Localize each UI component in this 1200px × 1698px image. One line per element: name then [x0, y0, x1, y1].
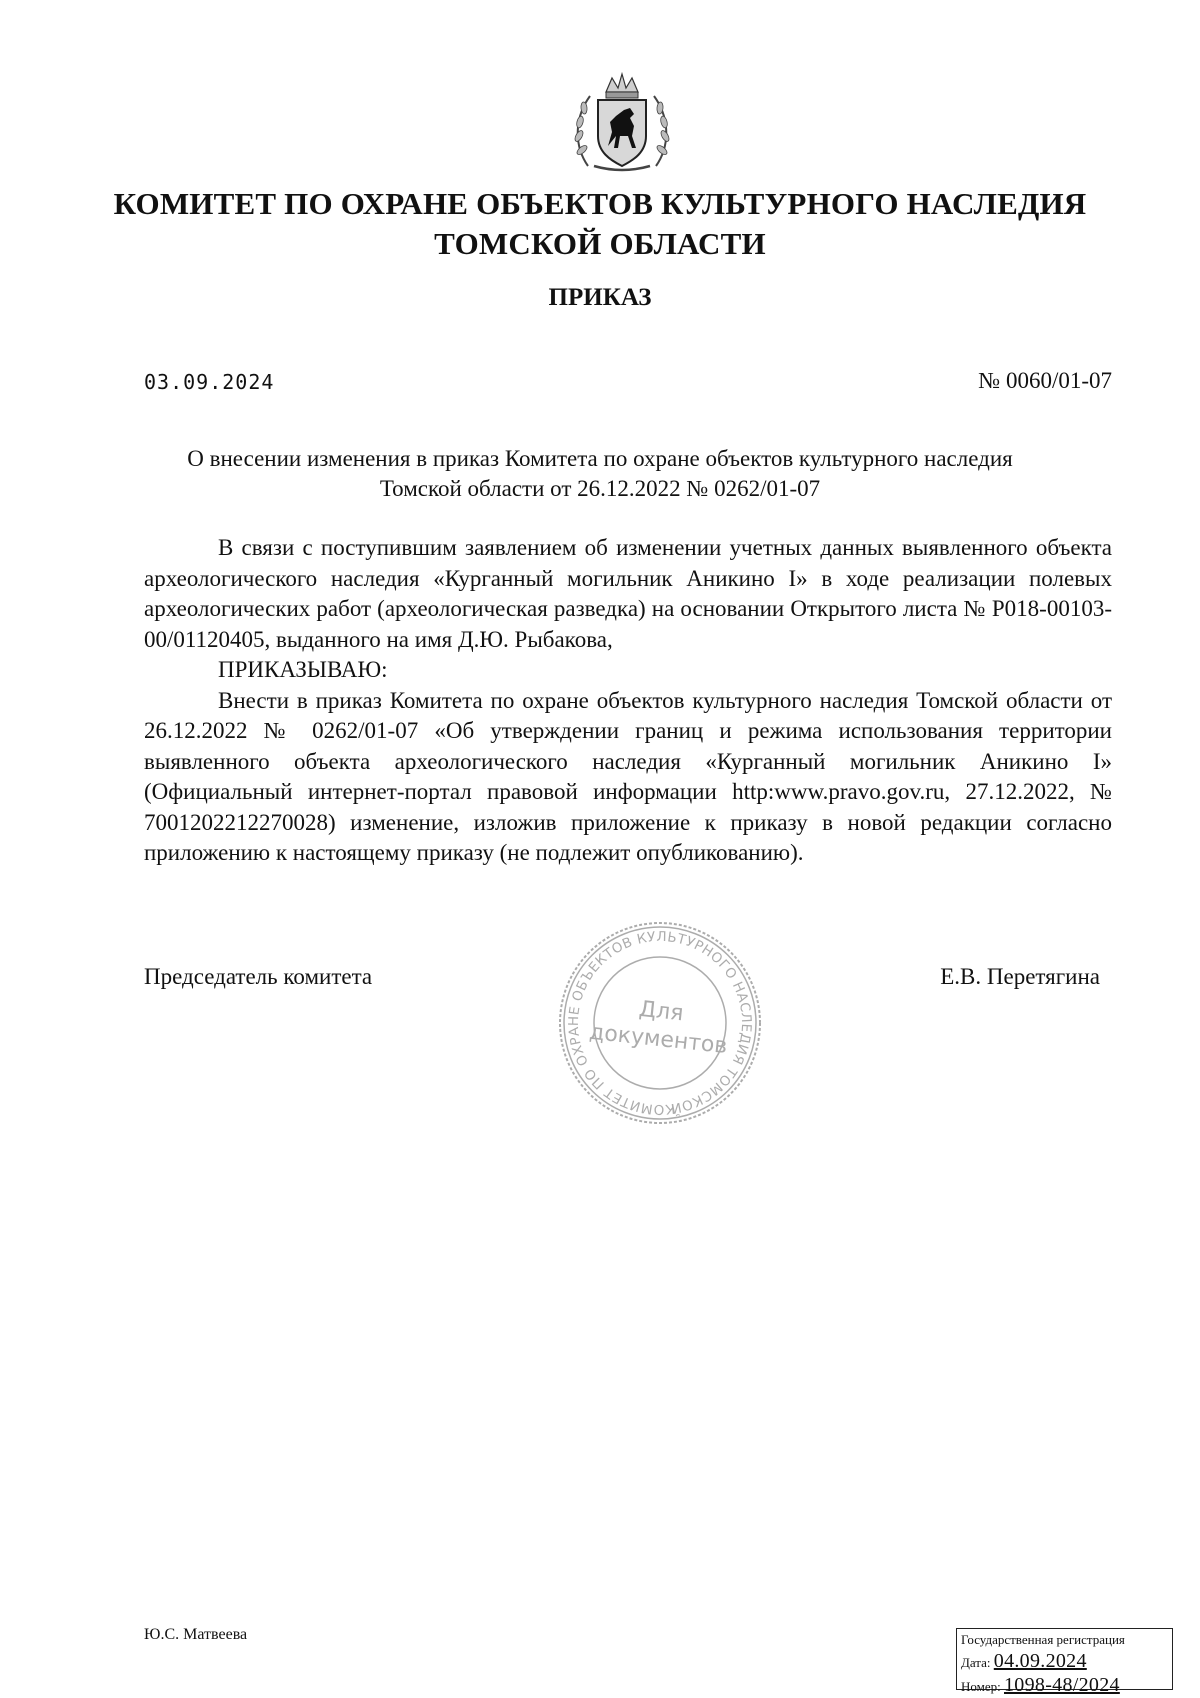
executor-name: Ю.С. Матвеева: [144, 1626, 248, 1643]
tomsk-coat-of-arms-icon: [568, 70, 676, 172]
organization-title-line1: КОМИТЕТ ПО ОХРАНЕ ОБЪЕКТОВ КУЛЬТУРНОГО НАСЛЕДИЯ: [113, 186, 1087, 221]
stamp-center-line2: документов: [587, 1019, 729, 1060]
order-word: ПРИКАЗЫВАЮ:: [218, 657, 388, 682]
document-body: [144, 533, 1112, 869]
registration-number-row: [961, 1674, 1168, 1698]
registration-date-row: [961, 1650, 1168, 1674]
organization-title: [100, 184, 1100, 264]
registration-date-label: Дата:: [961, 1655, 991, 1670]
registration-number-value: 1098-48/2024: [1004, 1674, 1120, 1696]
subject-line1: О внесении изменения в приказ Комитета по охране объектов культурного наследия: [187, 446, 1013, 471]
stamp-ring-text: КОМИТЕТ ПО ОХРАНЕ ОБЪЕКТОВ КУЛЬТУРНОГО НАСЛЕДИЯ ТОМСКОЙ: [565, 928, 755, 1118]
registration-title: Государственная регистрация: [961, 1632, 1125, 1647]
document-date: 03.09.2024: [144, 370, 275, 394]
document-type: ПРИКАЗ: [548, 284, 652, 311]
document-subject: [130, 444, 1070, 504]
signatory-title: Председатель комитета: [144, 964, 373, 989]
official-stamp: [555, 918, 765, 1128]
organization-title-line2: ТОМСКОЙ ОБЛАСТИ: [434, 226, 766, 261]
body-paragraph-order: Внести в приказ Комитета по охране объектов культурного наследия Томской области от 26.12.2022 № 0262/01-07 «Об утверждении границ и режима использования территории выявленного объекта археологического наследия «Курганный могильник Аникино I» (Официальный интернет-портал правовой информации http:www.pravo.gov.ru, 27.12.2022, № 7001202212270028) изменение, изложив приложение к приказу в новой редакции согласно приложению к настоящему приказу (не подлежит опубликованию).: [144, 687, 1112, 865]
subject-line2: Томской области от 26.12.2022 № 0262/01-07: [379, 476, 821, 501]
signatory-name: Е.В. Перетягина: [940, 964, 1100, 989]
registration-number-label: Номер:: [961, 1679, 1001, 1694]
registration-box: [956, 1628, 1173, 1696]
body-paragraph-basis: В связи с поступившим заявлением об изменении учетных данных выявленного объекта археологического наследия «Курганный могильник Аникино I» в ходе реализации полевых археологических работ (археологическая разведка) на основании Открытого листа № Р018-00103-00/01120405, выданного на имя Д.Ю. Рыбакова,: [144, 535, 1112, 652]
registration-date-value: 04.09.2024: [993, 1650, 1087, 1672]
stamp-center-line1: Для: [637, 996, 685, 1027]
document-number: № 0060/01-07: [978, 368, 1112, 393]
